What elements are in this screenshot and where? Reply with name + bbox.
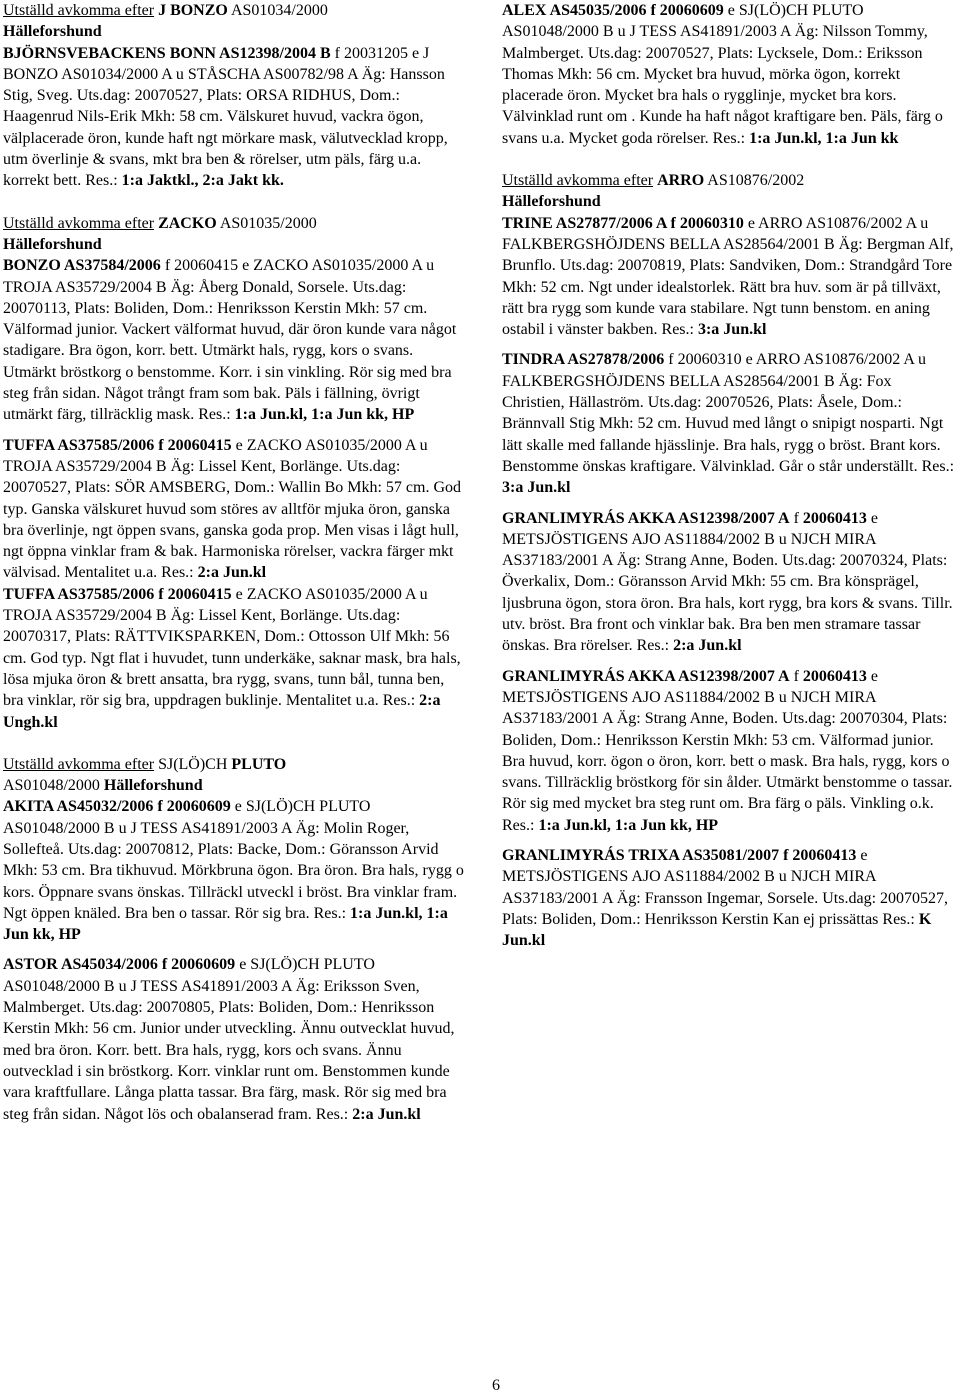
- sire-reg: AS10876/2002: [704, 172, 805, 190]
- dog-entry-trixa: [502, 845, 957, 951]
- dog-critique: e ZACKO AS01035/2000 A u TROJA AS35729/2004 B Äg: Lissel Kent, Borlänge. Uts.dag: 20070317, Plats: RÄTTVIKSPARKEN, Dom.: Ottosson Ulf Mkh: 56 cm. God typ. Ngt flat i huvudet, tunn underkäke, saknar mask, bra hals, lösa mjuka öron & brett ansatta, bra rygg, svans, tunn bål, tunna ben, bra vinklar, rör sig bra, uppdragen buklinje. Mentalitet u.a. Res.:: [3, 585, 461, 710]
- dog-entry-akita: [3, 796, 465, 945]
- dog-name: ALEX AS45035/2006 f 20060609: [502, 2, 724, 19]
- dog-name: GRANLIMYRÁS AKKA AS12398/2007 A: [502, 509, 790, 527]
- dog-name: AKITA AS45032/2006 f 20060609: [3, 798, 231, 816]
- offspring-header-bonzo: [3, 0, 465, 43]
- sire-title: SJ(LÖ)CH: [154, 755, 232, 773]
- dog-entry-tindra: [502, 349, 957, 498]
- dog-sex: f: [789, 667, 803, 685]
- dog-name: BONZO AS37584/2006: [3, 257, 161, 275]
- dog-critique: f 20060415 e ZACKO AS01035/2000 A u TROJA AS35729/2004 B Äg: Åberg Donald, Sorsele. Uts.dag: 20070113, Plats: Boliden, Dom.: Henriksson Kerstin Mkh: 57 cm. Välformad junior. Vackert välformat huvud, där öron kunde vara något stadigare. Bra ögon, korr. bett. Utmärkt hals, rygg, kors o svans. Utmärkt bröstkorg o benstomme. Korr. i sin vinkling. Rör sig med bra steg från sidan. Något trångt fram som bak. Päls i fällning, övrigt utmärkt färg, tillräcklig mask. Res.:: [3, 257, 457, 424]
- dog-critique: e SJ(LÖ)CH PLUTO AS01048/2000 B u J TESS AS41891/2003 A Äg: Eriksson Sven, Malmberget. Uts.dag: 20070805, Plats: Boliden, Dom.: Henriksson Kerstin Mkh: 56 cm. Junior under utveckling. Ännu outvecklat huvud, med bra öron. Korr. bett. Bra hals, rygg, kors och svans. Ännu outvecklad i sin bröstkorg. Korr. vinklar runt om. Benstommen kunde vara kraftfullare. Långa platta tassar. Bra färg, mask. Rör sig med bra steg från sidan. Något lös och obalanserad fram. Res.:: [3, 956, 455, 1123]
- left-column: [3, 0, 465, 1125]
- dog-birthdate: 20060413: [802, 667, 867, 685]
- sire-reg: AS01034/2000: [227, 2, 328, 19]
- dog-sex: f: [789, 509, 803, 527]
- kennel-name: Hälleforshund: [502, 193, 601, 211]
- dog-result: 1:a Jun.kl, 1:a Jun kk: [749, 129, 899, 147]
- dog-result: K Jun.kl: [502, 910, 932, 950]
- sire-name: J BONZO: [158, 2, 228, 19]
- dog-entry-alex: [502, 0, 957, 149]
- kennel-name: Hälleforshund: [3, 23, 102, 41]
- dog-entry-tuffa-1: [3, 435, 465, 584]
- offspring-header-pluto: [3, 754, 465, 797]
- dog-critique: e ARRO AS10876/2002 A u FALKBERGSHÖJDENS BELLA AS28564/2001 B Äg: Bergman Alf, Brunflo. Uts.dag: 20070819, Plats: Sandviken, Dom.: Strandgård Tore Mkh: 52 cm. Ngt under idealstorlek. Rätt bra huv. som är på tillväxt, rätt bra rygg som kunde vara stabilare. Ngt tunn benstom. en aning ostabil i vänster bakben. Res.:: [502, 214, 954, 339]
- header-label: Utställd avkomma efter: [3, 214, 155, 232]
- right-column: [502, 0, 957, 951]
- dog-birthdate: 20060413: [802, 509, 867, 527]
- page-number: 6: [492, 1377, 500, 1394]
- dog-entry-akka-1: [502, 508, 957, 657]
- dog-result: 3:a Jun.kl: [697, 321, 767, 339]
- dog-critique: e METSJÖSTIGENS AJO AS11884/2002 B u NJCH MIRA AS37183/2001 A Äg: Strang Anne, Boden. Uts.dag: 20070324, Plats: Överkalix, Dom.: Göransson Arvid Mkh: 55 cm. Bra könspräge‌l, ljusbruna ögon, stora öron. Bra hals, kort rygg, bra kors & svans. Tillr. utv. bröst. Bra front och vinklar bak. Bra ben men stramare tassar önskas. Bra rörelser. Res.:: [502, 509, 953, 655]
- dog-name: TRINE AS27877/2006 A f 20060310: [502, 214, 744, 232]
- dog-result: 2:a Ungh.kl: [3, 692, 441, 731]
- dog-name: ASTOR AS45034/2006 f 20060609: [3, 956, 236, 974]
- dog-entry-akka-2: [502, 666, 957, 836]
- dog-critique: e SJ(LÖ)CH PLUTO AS01048/2000 B u J TESS AS41891/2003 A Äg: Nilsson Tommy, Malmberget. Uts.dag: 20070527, Plats: Lycksele, Dom.: Eriksson Thomas Mkh: 56 cm. Mycket bra huvud, mörka ögon, korrekt placerade öron. Mycket bra hals o rygglinje, mycket bra kors. Välvinklad runt om . Kunde ha haft något kraftigare ben. Päls, färg o svans u.a. Mycket goda rörelser. Res.:: [502, 2, 943, 147]
- dog-result: 1:a Jun.kl, 1:a Jun kk, HP: [234, 406, 415, 424]
- sire-reg: AS01048/2000: [3, 777, 104, 795]
- kennel-name: Hälleforshund: [103, 777, 203, 795]
- dog-name: GRANLIMYRÁS AKKA AS12398/2007 A: [502, 667, 790, 685]
- dog-entry-bjornsvebackens-bonn: [3, 43, 465, 192]
- header-label: Utställd avkomma efter: [3, 755, 155, 773]
- dog-result: 2:a Jun.kl: [673, 637, 742, 655]
- sire-reg: AS01035/2000: [216, 214, 317, 232]
- dog-name: TUFFA AS37585/2006 f 20060415: [3, 585, 232, 603]
- sire-name: ARRO: [657, 172, 705, 190]
- dog-result: 1:a Jun.kl, 1:a Jun kk, HP: [538, 816, 719, 834]
- dog-entry-trine: [502, 213, 957, 341]
- dog-entry-astor: [3, 954, 465, 1124]
- sire-name: PLUTO: [231, 755, 287, 773]
- dog-result: 1:a Jun.kl, 1:a Jun kk, HP: [3, 904, 448, 944]
- dog-critique: f 20031205 e J BONZO AS01034/2000 A u STÅSCHA AS00782/98 A Äg: Hansson Stig, Sveg. Uts.dag: 20070527, Plats: ORSA RIDHUS, Dom.: Haagenrud Nils-Erik Mkh: 58 cm. Välskuret huvud, vackra ögon, välplacerade öron, kunde haft ngt mörkare mask, välutvecklad kropp, utm överlinje & svans, mkt bra ben & rörelser, utm päls, färg u.a. korrekt bett. Res.:: [3, 44, 448, 190]
- dog-critique: e SJ(LÖ)CH PLUTO AS01048/2000 B u J TESS AS41891/2003 A Äg: Molin Roger, Sollefteå. Uts.dag: 20070812, Plats: Backe, Dom.: Göransson Arvid Mkh: 53 cm. Bra tikhuvud. Mörkbruna ögon. Bra öron. Bra hals, rygg o kors. Öppnare svans önskas. Tillräckl utveckl i bröst. Bra vinklar fram. Ngt öppen knäled. Bra ben o tassar. Rör sig bra. Res.:: [3, 798, 464, 922]
- dog-critique: f 20060310 e ARRO AS10876/2002 A u FALKBERGSHÖJDENS BELLA AS28564/2001 B Äg: Fox Christien, Hällaström. Uts.dag: 20070526, Plats: Åsele, Dom.: Brännvall Stig Mkh: 52 cm. Huvud med långt o snipigt nosparti. Ngt lätt skalle med fallande hjässlinje. Bra hals, rygg o bröst. Brant kors. Benstomme önskas kraftigare. Välvinklad. Går o står underställt. Res.:: [502, 351, 955, 475]
- dog-entry-bonzo: [3, 255, 465, 425]
- dog-name: BJÖRNSVEBACKENS BONN AS12398/2004 B: [3, 44, 331, 62]
- offspring-header-zacko: [3, 213, 465, 256]
- header-label: Utställd avkomma efter: [3, 2, 155, 19]
- dog-critique: e METSJÖSTIGENS AJO AS11884/2002 B u NJCH MIRA AS37183/2001 A Äg: Fransson Ingemar, Sorsele. Uts.dag: 20070527, Plats: Boliden, Dom.: Henriksson Kerstin Kan ej prissättas Res.:: [502, 846, 949, 928]
- dog-entry-tuffa-2: [3, 584, 465, 733]
- dog-result: 3:a Jun.kl: [502, 479, 571, 497]
- dog-result: 2:a Jun.kl: [197, 564, 267, 582]
- sire-name: ZACKO: [158, 214, 217, 232]
- dog-name: TINDRA AS27878/2006: [502, 351, 665, 369]
- offspring-header-arro: [502, 170, 957, 213]
- header-label: Utställd avkomma efter: [502, 172, 654, 190]
- dog-result: 2:a Jun.kl: [352, 1105, 421, 1123]
- dog-critique: e ZACKO AS01035/2000 A u TROJA AS35729/2004 B Äg: Lissel Kent, Borlänge. Uts.dag: 20070527, Plats: SÖR AMSBERG, Dom.: Wallin Bo Mkh: 57 cm. God typ. Ganska välskuret huvud som störes av alltför mjuka öron, ganska bra överlinje, ngt öppen svans, ganska goda prop. Men visas i lågt hull, ngt öppna vinklar fram & bak. Harmoniska rörelser, vackra färger mkt välvisad. Mentalitet u.a. Res.:: [3, 436, 462, 582]
- kennel-name: Hälleforshund: [3, 235, 102, 253]
- dog-name: GRANLIMYRÁS TRIXA AS35081/2007 f 20060413: [502, 846, 857, 864]
- dog-name: TUFFA AS37585/2006 f 20060415: [3, 436, 232, 454]
- dog-result: 1:a Jaktkl., 2:a Jakt kk.: [121, 172, 284, 190]
- dog-critique: e METSJÖSTIGENS AJO AS11884/2002 B u NJCH MIRA AS37183/2001 A Äg: Strang Anne, Boden. Uts.dag: 20070304, Plats: Boliden, Dom.: Henriksson Kerstin Mkh: 53 cm. Välformad junior. Bra huvud, korr. ögon o öron, korr. bett o mask. Bra hals, rygg, kors o svans. Tillräcklig bröstkorg för sin ålder. Utmärkt benstomme o tassar. Rör sig med mycket bra steg runt om. Bra färg o päls. Vinkling o.k. Res.:: [502, 667, 953, 834]
